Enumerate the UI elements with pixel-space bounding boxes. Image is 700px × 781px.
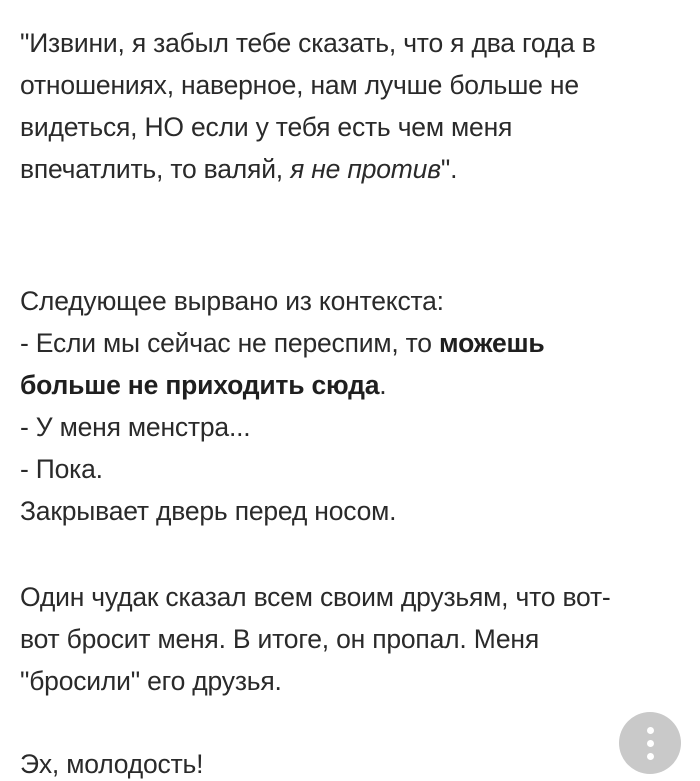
text-segment: впечатлить, то валяй, [20,154,291,184]
paragraph-2 [20,280,690,532]
text-segment: - Если мы сейчас не переспим, то [20,328,440,358]
text-line: "бросили" его друзья. [20,666,282,696]
spacer [20,702,690,743]
more-vertical-icon [647,740,654,747]
bold-text: больше не приходить сюда [20,370,380,400]
text-line: вот бросит меня. В итоге, он пропал. Меня [20,624,540,654]
text-line: - У меня менстра... [20,412,251,442]
bold-text: можешь [439,328,545,358]
text-line: отношениях, наверное, нам лучше больше не [20,70,579,100]
paragraph-1 [20,22,690,190]
text-line: Эх, молодость! [20,749,204,779]
more-options-button[interactable] [619,712,681,774]
post-text [20,22,690,781]
text-line: видеться, НО если у тебя есть чем меня [20,112,513,142]
text-line [20,148,690,190]
paragraph-4 [20,743,690,781]
italic-text: я не против [290,154,441,184]
more-vertical-icon [647,727,654,734]
more-vertical-icon [647,753,654,760]
text-line [20,364,690,406]
spacer [20,532,690,576]
text-line: Следующее вырвано из контекста: [20,286,444,316]
paragraph-3 [20,576,690,702]
text-segment: ". [440,154,458,184]
text-line: - Пока. [20,454,103,484]
text-line: "Извини, я забыл тебе сказать, что я два года в [20,28,596,58]
text-line [20,322,690,364]
text-line: Один чудак сказал всем своим друзьям, что вот- [20,582,611,612]
text-line: Закрывает дверь перед носом. [20,496,397,526]
text-segment: . [379,370,387,400]
spacer [20,190,690,280]
